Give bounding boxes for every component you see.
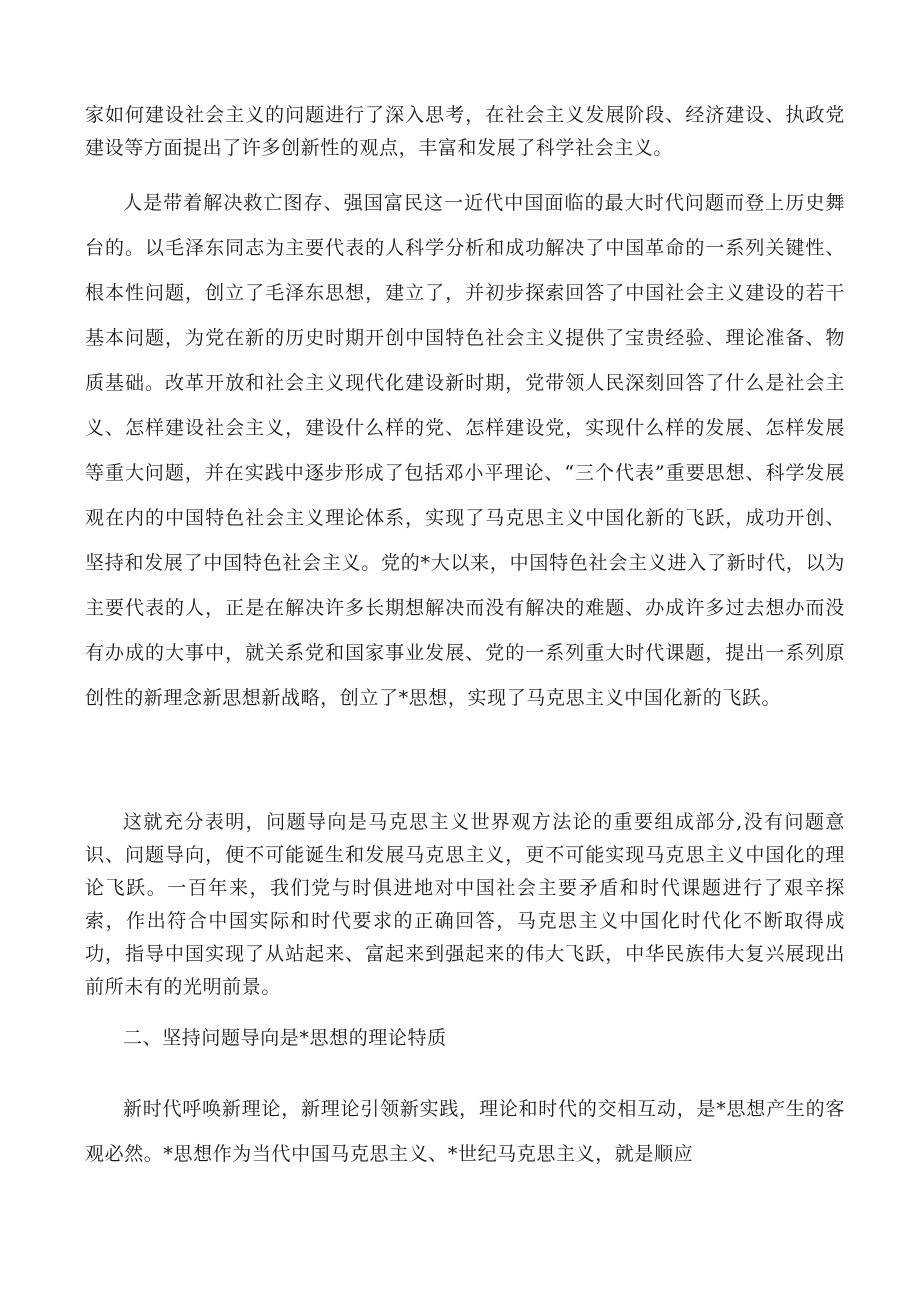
paragraph-history-overview: 人是带着解决救亡图存、强国富民这一近代中国面临的最大时代问题而登上历史舞台的。以毛泽东同志为主要代表的人科学分析和成功解决了中国革命的一系列关键性、根本性问题，创立了毛泽东思想，建立了，并初步探索回答了中国社会主义建设的若干基本问题，为党在新的历史时期开创中国特色社会主义提供了宝贵经验、理论准备、物质基础。改革开放和社会主义现代化建设新时期，党带领人民深刻回答了什么是社会主义、怎样建设社会主义，建设什么样的党、怎样建设党，实现什么样的发展、怎样发展等重大问题，并在实践中逐步形成了包括邓小平理论、“三个代表”重要思想、科学发展观在内的中国特色社会主义理论体系，实现了马克思主义中国化新的飞跃，成功开创、坚持和发展了中国特色社会主义。党的*大以来，中国特色社会主义进入了新时代，以为主要代表的人，正是在解决许多长期想解决而没有解决的难题、办成许多过去想办而没有办成的大事中，就关系党和国家事业发展、党的一系列重大时代课题，提出一系列原创性的新理念新思想新战略，创立了*思想，实现了马克思主义中国化新的飞跃。: [85, 192, 845, 709]
section-heading: 二、坚持问题导向是*思想的理论特质: [123, 1027, 447, 1049]
paragraph-continuation: 家如何建设社会主义的问题进行了深入思考，在社会主义发展阶段、经济建设、执政党建设等方面提出了许多创新性的观点，丰富和发展了科学社会主义。: [85, 104, 845, 159]
paragraph-new-era: 新时代呼唤新理论，新理论引领新实践，理论和时代的交相互动，是*思想产生的客观必然。*思想作为当代中国马克思主义、*世纪马克思主义，就是顺应: [85, 1098, 845, 1165]
paragraph-problem-orientation: 这就充分表明，问题导向是马克思主义世界观方法论的重要组成部分,没有问题意识、问题导向，便不可能诞生和发展马克思主义，更不可能实现马克思主义中国化的理论飞跃。一百年来，我们党与时俱进地对中国社会主要矛盾和时代课题进行了艰辛探索，作出符合中国实际和时代要求的正确回答，马克思主义中国化时代化不断取得成功，指导中国实现了从站起来、富起来到强起来的伟大飞跃，中华民族伟大复兴展现出前所未有的光明前景。: [85, 811, 845, 998]
